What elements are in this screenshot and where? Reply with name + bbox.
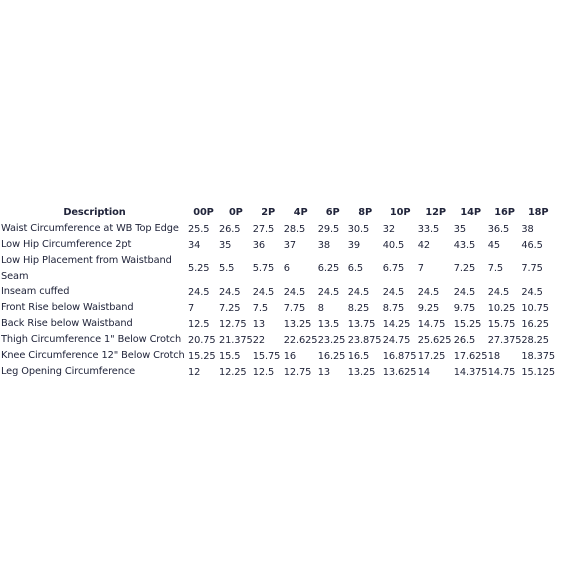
measurement-cell: 23.25 — [317, 334, 346, 346]
measurement-cell: 13.5 — [317, 318, 340, 330]
column-header-size: 12P — [425, 206, 446, 218]
measurement-cell: 5.75 — [252, 263, 275, 274]
table-row — [1, 300, 555, 316]
measurement-cell: 24.75 — [382, 334, 411, 346]
measurement-cell: 24.5 — [417, 286, 440, 298]
measurement-cell: 13.75 — [347, 318, 376, 330]
measurement-cell: 24.5 — [382, 286, 405, 298]
measurement-cell: 12.5 — [252, 366, 275, 378]
column-header-size: 8P — [358, 206, 373, 218]
measurement-cell: 14.75 — [487, 366, 516, 378]
table-row — [1, 221, 555, 237]
measurement-cell: 18 — [487, 350, 500, 362]
row-description: Low Hip Placement from Waistband Seam — [1, 255, 172, 282]
measurement-cell: 25.625 — [417, 334, 452, 346]
measurement-cell: 42 — [417, 239, 430, 251]
measurement-cell: 26.5 — [219, 223, 241, 235]
measurement-cell: 43.5 — [453, 239, 476, 251]
column-header-size: 0P — [228, 206, 243, 218]
table-row — [1, 316, 555, 332]
column-header-size: 6P — [325, 206, 340, 218]
measurement-cell: 40.5 — [382, 239, 405, 251]
measurement-cell: 36.5 — [487, 223, 510, 235]
measurement-cell: 28.5 — [283, 223, 306, 235]
measurement-cell: 24.5 — [188, 286, 210, 298]
measurement-cell: 25.5 — [188, 223, 210, 235]
table-row — [1, 253, 555, 284]
measurement-cell: 15.25 — [453, 318, 482, 330]
measurement-cell: 14.25 — [382, 318, 411, 330]
table-row — [1, 364, 555, 380]
measurement-cell: 22 — [252, 334, 265, 346]
measurement-cell: 38 — [317, 239, 330, 251]
measurement-cell: 24.5 — [521, 286, 543, 298]
measurement-cell: 7.5 — [487, 263, 503, 274]
column-header-size: 18P — [527, 206, 549, 218]
table-row — [1, 348, 555, 364]
measurement-cell: 23.875 — [347, 334, 382, 346]
column-header-size: 4P — [293, 206, 308, 218]
measurement-cell: 24.5 — [283, 286, 306, 298]
measurement-cell: 13 — [317, 366, 330, 378]
measurement-cell: 12.5 — [188, 318, 210, 330]
header-row — [1, 203, 555, 221]
measurement-cell: 9.75 — [453, 302, 476, 314]
measurement-cell: 13.25 — [347, 366, 376, 378]
measurement-cell: 22.625 — [283, 334, 318, 346]
measurement-cell: 24.5 — [347, 286, 370, 298]
measurement-cell: 35 — [219, 239, 232, 251]
measurement-cell: 6.5 — [347, 263, 363, 274]
table-body — [1, 221, 555, 380]
table-row — [1, 237, 555, 253]
measurement-cell: 15.5 — [219, 350, 241, 362]
column-header-description: Description — [63, 206, 126, 218]
column-header-size: 14P — [460, 206, 481, 218]
measurement-cell: 12.75 — [219, 318, 247, 330]
measurement-cell: 10.25 — [487, 302, 516, 314]
measurement-cell: 5.25 — [188, 263, 210, 274]
measurement-cell: 8.25 — [347, 302, 370, 314]
measurement-cell: 9.25 — [417, 302, 440, 314]
row-description: Inseam cuffed — [1, 286, 70, 298]
measurement-cell: 30.5 — [347, 223, 370, 235]
column-header-size: 16P — [494, 206, 515, 218]
measurement-cell: 8 — [317, 302, 324, 314]
measurement-cell: 12 — [188, 366, 201, 378]
measurement-cell: 33.5 — [417, 223, 440, 235]
measurement-cell: 6.25 — [317, 263, 340, 274]
measurement-cell: 14.375 — [453, 366, 488, 378]
measurement-cell: 29.5 — [317, 223, 340, 235]
measurement-cell: 8.75 — [382, 302, 405, 314]
measurement-cell: 24.5 — [453, 286, 476, 298]
measurement-cell: 14 — [417, 366, 430, 378]
row-description: Waist Circumference at WB Top Edge — [1, 223, 179, 235]
measurement-cell: 16 — [283, 350, 296, 362]
measurement-cell: 14.75 — [417, 318, 446, 330]
table-row — [1, 332, 555, 348]
measurement-cell: 16.5 — [347, 350, 370, 362]
row-description: Back Rise below Waistband — [1, 318, 133, 330]
row-description: Leg Opening Circumference — [1, 366, 136, 378]
measurement-cell: 39 — [347, 239, 360, 251]
measurement-cell: 20.75 — [188, 334, 216, 346]
measurement-cell: 6 — [283, 263, 290, 274]
measurement-cell: 5.5 — [219, 263, 235, 274]
measurement-cell: 7.5 — [252, 302, 268, 314]
measurement-cell: 36 — [252, 239, 265, 251]
measurement-cell: 12.25 — [219, 366, 247, 378]
measurement-cell: 13.625 — [382, 366, 417, 378]
row-description: Knee Circumference 12" Below Crotch — [1, 350, 185, 362]
measurement-cell: 12.75 — [283, 366, 312, 378]
measurement-cell: 15.75 — [252, 350, 281, 362]
measurement-cell: 16.25 — [317, 350, 346, 362]
measurement-cell: 38 — [521, 223, 534, 235]
measurement-cell: 27.375 — [487, 334, 522, 346]
measurement-cell: 16.25 — [521, 318, 549, 330]
measurement-cell: 21.375 — [219, 334, 253, 346]
measurement-cell: 24.5 — [219, 286, 241, 298]
table-row — [1, 284, 555, 300]
measurement-cell: 6.75 — [382, 263, 405, 274]
measurement-cell: 10.75 — [521, 302, 549, 314]
measurement-cell: 16.875 — [382, 350, 417, 362]
measurement-cell: 26.5 — [453, 334, 476, 346]
measurement-cell: 15.75 — [487, 318, 516, 330]
measurement-cell: 7 — [188, 302, 195, 314]
measurement-cell: 7.75 — [521, 263, 543, 274]
measurement-cell: 7.25 — [453, 263, 476, 274]
measurement-cell: 18.375 — [521, 350, 556, 362]
measurement-cell: 35 — [453, 223, 466, 235]
measurement-cell: 7 — [417, 263, 424, 274]
column-header-size: 00P — [193, 206, 214, 218]
row-description: Thigh Circumference 1" Below Crotch — [1, 334, 182, 346]
measurement-cell: 34 — [188, 239, 201, 251]
column-header-size: 2P — [261, 206, 276, 218]
measurement-cell: 45 — [487, 239, 500, 251]
measurement-cell: 27.5 — [252, 223, 275, 235]
measurement-cell: 13.25 — [283, 318, 312, 330]
measurement-cell: 7.25 — [219, 302, 241, 314]
measurement-cell: 32 — [382, 223, 395, 235]
column-header-size: 10P — [389, 206, 411, 218]
measurement-cell: 46.5 — [521, 239, 543, 251]
row-description: Front Rise below Waistband — [1, 302, 134, 314]
measurement-cell: 24.5 — [317, 286, 340, 298]
measurement-cell: 37 — [283, 239, 296, 251]
measurement-cell: 15.25 — [188, 350, 216, 362]
measurement-cell: 17.625 — [453, 350, 488, 362]
measurement-cell: 24.5 — [252, 286, 275, 298]
measurement-cell: 15.125 — [521, 366, 556, 378]
measurement-cell: 7.75 — [283, 302, 306, 314]
measurement-cell: 17.25 — [417, 350, 446, 362]
row-description: Low Hip Circumference 2pt — [1, 239, 132, 251]
measurement-cell: 13 — [252, 318, 265, 330]
measurement-cell: 24.5 — [487, 286, 510, 298]
size-chart-table — [1, 203, 555, 380]
measurement-cell: 28.25 — [521, 334, 549, 346]
